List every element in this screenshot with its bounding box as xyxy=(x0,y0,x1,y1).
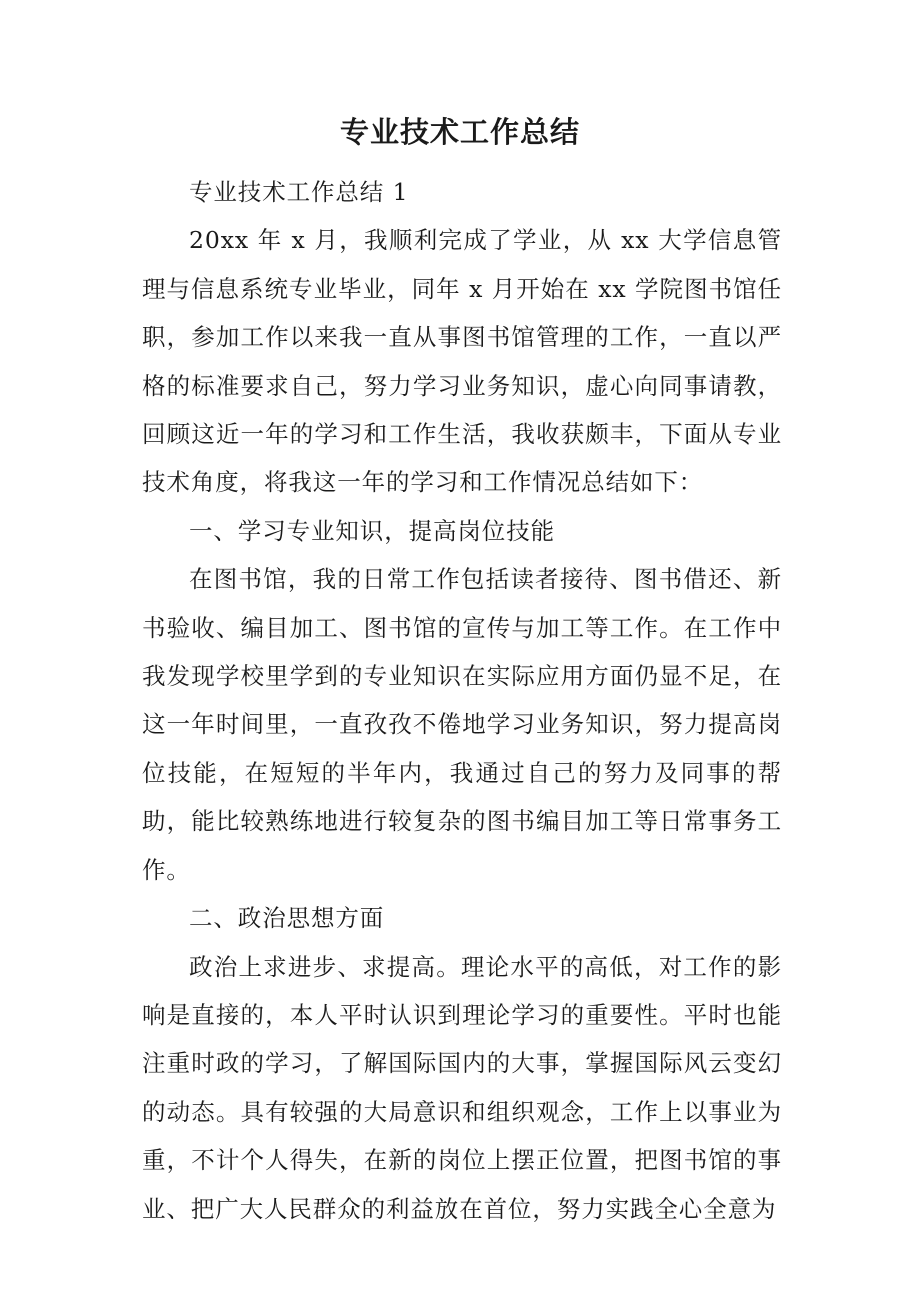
paragraph-intro: 20xx 年 x 月，我顺利完成了学业，从 xx 大学信息管理与信息系统专业毕业，同年 x 月开始在 xx 学院图书馆任职，参加工作以来我一直从事图书馆管理的工作，一直以严格的标准要求自己，努力学习业务知识，虚心向同事请教，回顾这近一年的学习和工作生活，我收获颇丰，下面从专业技术角度，将我这一年的学习和工作情况总结如下： xyxy=(142,226,782,497)
section-subtitle: 专业技术工作总结 1 xyxy=(189,178,409,206)
section-heading-2: 二、政治思想方面 xyxy=(189,904,385,933)
paragraph-skills: 在图书馆，我的日常工作包括读者接待、图书借还、新书验收、编目加工、图书馆的宣传与加工等工作。在工作中我发现学校里学到的专业知识在实际应用方面仍显不足，在这一年时间里，一直孜孜不倦地学习业务知识，努力提高岗位技能，在短短的半年内，我通过自己的努力及同事的帮助，能比较熟练地进行较复杂的图书编目加工等日常事务工作。 xyxy=(142,565,782,884)
document-title: 专业技术工作总结 xyxy=(339,115,580,149)
paragraph-politics: 政治上求进步、求提高。理论水平的高低，对工作的影响是直接的，本人平时认识到理论学习的重要性。平时也能注重时政的学习，了解国际国内的大事，掌握国际风云变幻的动态。具有较强的大局意识和组织观念，工作上以事业为重，不计个人得失，在新的岗位上摆正位置，把图书馆的事业、把广大人民群众的利益放在首位，努力实践全心全意为 xyxy=(142,952,782,1223)
document-body xyxy=(142,168,782,1233)
section-heading-1: 一、学习专业知识，提高岗位技能 xyxy=(189,516,555,545)
